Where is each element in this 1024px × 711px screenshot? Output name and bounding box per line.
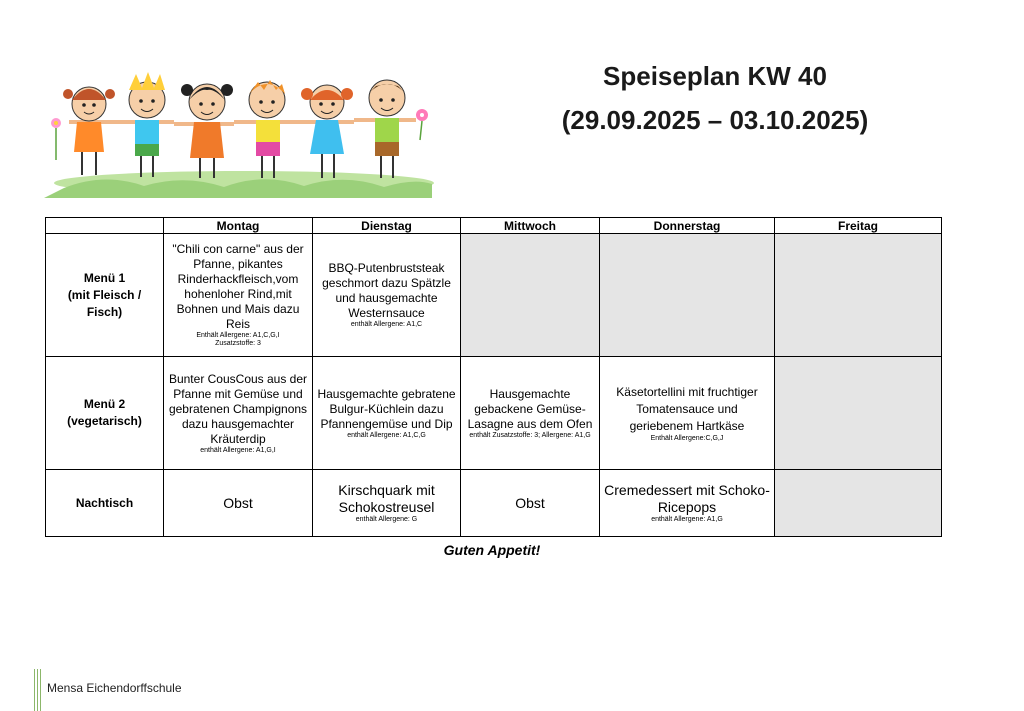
row-label-menu1: Menü 1 (mit Fleisch / Fisch) bbox=[46, 234, 164, 357]
cell-menu1-donnerstag bbox=[600, 234, 775, 357]
cell-menu2-montag bbox=[164, 357, 313, 470]
allergen-text: enthält Allergene: A1,G bbox=[651, 516, 723, 523]
allergen-text: enthält Allergene: A1,G,I bbox=[200, 446, 276, 454]
cell-nachtisch-freitag bbox=[775, 470, 942, 537]
dish-text: Obst bbox=[223, 494, 253, 511]
day-header-mittwoch: Mittwoch bbox=[461, 218, 600, 234]
dish-text: Käsetortellini mit fruchtiger Tomatensauce und geriebenem Hartkäse bbox=[616, 384, 758, 433]
page-title: Speiseplan KW 40 bbox=[603, 61, 827, 91]
menu-table bbox=[45, 217, 942, 537]
allergen-text: Enthält Allergene: A1,C,G,I bbox=[196, 332, 280, 339]
additive-text: Zusatzstoffe: 3 bbox=[215, 340, 261, 347]
day-header-montag: Montag bbox=[164, 218, 313, 234]
cell-menu2-freitag bbox=[775, 357, 942, 470]
table-row-menu2 bbox=[46, 357, 942, 470]
row-label-nachtisch: Nachtisch bbox=[46, 470, 164, 537]
cell-menu1-freitag bbox=[775, 234, 942, 357]
page-header bbox=[520, 58, 910, 138]
footer-school-name: Mensa Eichendorffschule bbox=[47, 681, 182, 695]
dish-text: "Chili con carne" aus der Pfanne, pikantes Rinderhackfleisch,vom hohenloher Rind,mit Bohnen und Mais dazu Reis bbox=[172, 242, 304, 331]
allergen-text: Enthält Allergene:C,G,J bbox=[650, 434, 724, 442]
closing-message: Guten Appetit! bbox=[443, 542, 541, 558]
cell-menu1-dienstag bbox=[313, 234, 461, 357]
cell-nachtisch-montag bbox=[164, 470, 313, 537]
table-row-menu1 bbox=[46, 234, 942, 357]
cell-nachtisch-mittwoch bbox=[461, 470, 600, 537]
day-header-dienstag: Dienstag bbox=[313, 218, 461, 234]
date-range: (29.09.2025 – 03.10.2025) bbox=[561, 105, 869, 135]
dish-text: BBQ-Putenbruststeak geschmort dazu Spätzle und hausgemachte Westernsauce bbox=[322, 261, 451, 320]
row-label-menu2: Menü 2 (vegetarisch) bbox=[46, 357, 164, 470]
day-header-freitag: Freitag bbox=[775, 218, 942, 234]
allergen-text: enthält Allergene: A1,C,G bbox=[347, 431, 426, 439]
day-header-donnerstag: Donnerstag bbox=[600, 218, 775, 234]
cell-menu1-mittwoch bbox=[461, 234, 600, 357]
dish-text: Hausgemachte gebackene Gemüse-Lasagne aus dem Ofen bbox=[467, 386, 593, 431]
table-row-nachtisch bbox=[46, 470, 942, 537]
footer-accent-bars bbox=[34, 669, 42, 711]
dish-text: Kirschquark mit Schokostreusel bbox=[338, 482, 435, 515]
cell-nachtisch-dienstag bbox=[313, 470, 461, 537]
dish-text: Bunter CousCous aus der Pfanne mit Gemüse und gebratenen Champignons dazu hausgemachter Kräuterdip bbox=[168, 371, 308, 446]
cell-menu1-montag bbox=[164, 234, 313, 357]
dish-text: Hausgemachte gebratene Bulgur-Küchlein dazu Pfannengemüse und Dip bbox=[317, 386, 456, 431]
children-illustration bbox=[44, 60, 434, 198]
allergen-text: enthält Allergene: G bbox=[355, 516, 418, 523]
dish-text: Obst bbox=[515, 494, 545, 511]
allergen-text: enthält Zusatzstoffe: 3; Allergene: A1,G bbox=[469, 431, 591, 439]
table-header-row bbox=[46, 218, 942, 234]
allergen-text: enthält Allergene: A1,C bbox=[350, 321, 423, 328]
cell-menu2-donnerstag bbox=[600, 357, 775, 470]
cell-menu2-dienstag bbox=[313, 357, 461, 470]
cell-nachtisch-donnerstag bbox=[600, 470, 775, 537]
dish-text: Cremedessert mit Schoko-Ricepops bbox=[604, 482, 770, 515]
header-corner bbox=[46, 218, 164, 234]
cell-menu2-mittwoch bbox=[461, 357, 600, 470]
